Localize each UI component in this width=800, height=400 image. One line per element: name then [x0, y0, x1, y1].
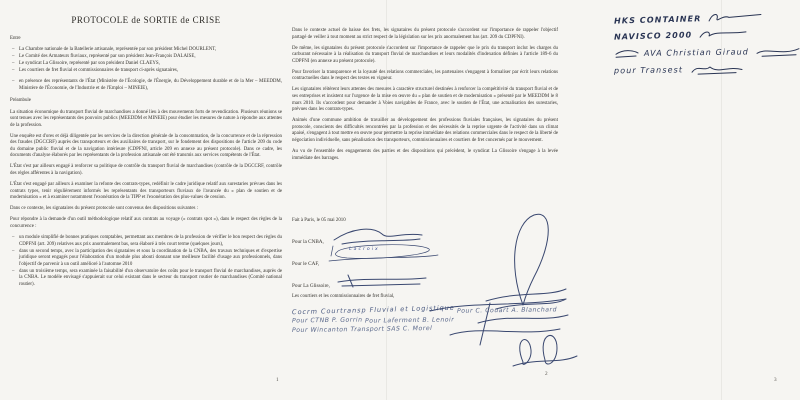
paragraph: Animés d'une commune ambition de travailler au développement des professions fluviales françaises, les signataires du présent protocole, conscients des difficultés rencontrées par la profession et des nécessités de la reprise urgente de l'activité dans un climat apaisé, s'engagent à tout mettre en œuvre pour permettre la reprise immédiate des relations commerciales dans le respect de la liberté de négociation individuelle, sans pénalisation des transporteurs, commissionnaires et courtiers de fret concernés par le mouvement. — [292, 118, 558, 143]
preamble-heading: Préambule — [10, 98, 31, 104]
hks-signature-icon — [706, 10, 764, 25]
paragraph: La situation économique du transport fluvial de marchandises a donné lieu à des mouvements forts de revendication. Plusieurs réunions se sont tenues avec les représentants des pouvoirs publics (MEEDDM et MINEIE) pour étudier les mesures de nature à répondre aux attentes de la profession. — [10, 109, 282, 128]
page-number-2: 2 — [545, 371, 548, 377]
giraud-signature-icon — [754, 45, 800, 59]
paragraph: Pour répondre à la demande d'un outil méthodologique relatif aux contrats au voyage (« contrats spot »), dans le respect des règles de la concurrence : — [10, 217, 282, 229]
couriers-handwritten-signoffs — [292, 303, 558, 334]
paragraph: L'État s'est par ailleurs engagé à renforcer sa politique de contrôle du transport fluvial de marchandises (contrôle de la DGCCRF, contrôle des règles afférentes à la navigation). — [10, 164, 282, 177]
handwritten-row — [614, 9, 800, 27]
signatory-label: Pour le CAF, — [292, 260, 320, 267]
parties-list — [10, 47, 282, 92]
handwritten-signoff: Pour C. Couart A. Blanchard — [457, 306, 558, 315]
handwritten-signoff: Cocrm Courtransp Fluvial et Logistique — [291, 303, 455, 317]
morel-signature-icon — [505, 328, 580, 373]
paragraph: Pour favoriser la transparence et la loyauté des relations commerciales, les partenaires s'engagent à formaliser par écrit leurs relations contractuelles dans le respect des textes en vigueur. — [292, 69, 558, 82]
glissoire-signature-icon — [334, 273, 430, 289]
party-item: – Les courtiers de fret fluvial et commissionnaires de transport ci-après signataires, — [10, 68, 282, 75]
measures-list — [10, 235, 282, 289]
navisco-signature-icon — [697, 27, 749, 40]
caf-signature-icon — [323, 240, 441, 262]
paragraph: Dans le contexte actuel de baisse des frets, les signataires du présent protocole s'accordent sur l'importance de rappeler l'objectif partagé de veiller à tout moment au strict respect de la législation sur les prix anormalement bas (art. 209 du CDPFNI). — [292, 28, 558, 40]
measure-item: – un module simplifié de bonnes pratiques comptables, permettant aux membres de la profession de vérifier le bon respect des règles du CDPFNI (art. 209) relatives aux prix anormalement bas, sera élaboré à très court terme (quelques jours), — [10, 235, 282, 248]
measure-item: – dans un troisième temps, sera examinée la faisabilité d'un observatoire des coûts pour le transport fluvial de marchandises, auprès de la CNBA. Le modèle envisagé s'appuierait sur celui existant dans le secteur du transport routier de marchandises (Comité national routier). — [10, 269, 282, 289]
paragraph: Dans ce contexte, les signataires du présent protocole sont convenus des dispositions suivantes : — [10, 206, 198, 212]
handwritten-signoff: Pour Laferment B. Lenoir — [364, 316, 455, 325]
caf-signature — [323, 240, 441, 267]
handwritten-signoff: Pour CTNB P. Gorrin — [291, 316, 363, 325]
page-3 — [614, 12, 800, 79]
page-2-text — [292, 28, 558, 167]
page-1 — [10, 8, 282, 293]
paragraph: Au vu de l'ensemble des engagements des parties et des dispositions qui précèdent, le syndicat La Glissoire s'engage à la levée immédiate des barrages. — [292, 148, 558, 161]
page-number-1: 1 — [276, 377, 279, 383]
ava-flourish-icon — [614, 48, 639, 59]
signatory-row-glissoire — [292, 272, 558, 289]
handwritten-row — [614, 25, 800, 42]
transest-signature-icon — [688, 61, 746, 76]
paragraph: L'État s'est engagé par ailleurs à examiner la refonte des contrats-types, redéfinir le cadre juridique relatif aux surestaries prévues dans les contrats types, tenir régulièrement informés les représentants des transporteurs fluviaux de l'avancée du « plan de soutien et de modernisation » et à examiner notamment l'exonération de la TIPP et l'exonération des plus-values de cession. — [10, 182, 282, 201]
signatory-row-caf — [292, 246, 558, 267]
between-label: Entre — [10, 36, 21, 42]
handwritten-row — [614, 45, 800, 61]
party-item: – Le syndicat La Glissoire, représenté par son président Daniel CLAEYS, — [10, 61, 282, 68]
presence-clause: – en présence des représentants de l'État (Ministère de l'Écologie, de l'Énergie, du Développement durable et de la Mer – MEEDDM, Ministère de l'Économie, de l'Industrie et de l'Emploi – MINEIE), — [10, 79, 282, 92]
signatory-label: Pour la CNBA, — [292, 238, 324, 245]
paragraph: Une enquête est d'ores et déjà diligentée par les services de la direction générale de la consommation, de la concurrence et de la répression des fraudes (DGCCRF) auprès des transporteurs et des auxiliaires de transport, sur le fondement des dispositions de l'article 209 du code du domaine public fluvial et de la navigation intérieure (CDPFNI, article 209 en annexe au présent protocole). Dans ce cadre, les documents d'analyse élaborés par les représentants de la profession artisanale ont été transmis aux services compétents de l'État. — [10, 133, 282, 159]
party-item: – Le Comité des Armateurs fluviaux, représenté par son président Jean-François DALAISE, — [10, 54, 282, 61]
document-title: PROTOCOLE de SORTIE de CRISE — [71, 15, 221, 25]
handwritten-company: AVA Christian Giraud — [643, 47, 750, 58]
signatory-label: Pour La Glissoire, — [292, 282, 330, 289]
caf-signature-name: Lacroix — [349, 246, 380, 252]
handwritten-company: pour Transest — [613, 64, 684, 75]
paragraph: De même, les signataires du présent protocole s'accordent sur l'importance de rappeler que le prix du transport inclut les charges du carburant nécessaire à la réalisation du transport fluvial de marchandises et leurs modalités d'indexation définies à l'article 189-6 du CDPFNI (en annexe au présent protocole). — [292, 45, 558, 64]
page-number-3: 3 — [774, 377, 777, 383]
handwritten-signoff: Pour Wincanton Transport SAS C. Morel — [291, 325, 433, 335]
couriers-intro: Les courtiers et les commissionnaires de fret fluvial, — [292, 293, 395, 299]
dateline: Fait à Paris, le 05 mai 2010 — [292, 218, 346, 223]
measure-item: – dans un second temps, avec la participation des signataires et sous la coordination de la CNBA, des travaux techniques et d'expertise juridique seront engagés pour l'élaboration d'un module plus abouti donnant une meilleure facilité d'usage aux professionnels, dans l'objectif de parvenir à un outil amélioré à l'automne 2010 — [10, 249, 282, 269]
handwritten-company: HKS CONTAINER — [613, 14, 702, 26]
handwritten-company: NAVISCO 2000 — [613, 29, 693, 42]
party-item: – La Chambre nationale de la Batellerie artisanale, représentée par son président Michel DOURLENT, — [10, 47, 282, 54]
handwritten-row — [614, 61, 800, 78]
paragraph: Les signataires réitèrent leurs attentes des mesures à caractère structurel destinées à renforcer la compétitivité du transport fluvial et de ses entreprises et insistent sur l'urgence de la mise en œuvre du « plan de soutien et de modernisation » présenté par le MEEDDM le 8 mars 2010. Ils s'accordent pour demander à Voies navigables de France, avec le soutien de l'État, une actualisation des surestaries, prévues dans les contrats-types. — [292, 87, 558, 113]
page-2-signature-block — [292, 218, 558, 335]
